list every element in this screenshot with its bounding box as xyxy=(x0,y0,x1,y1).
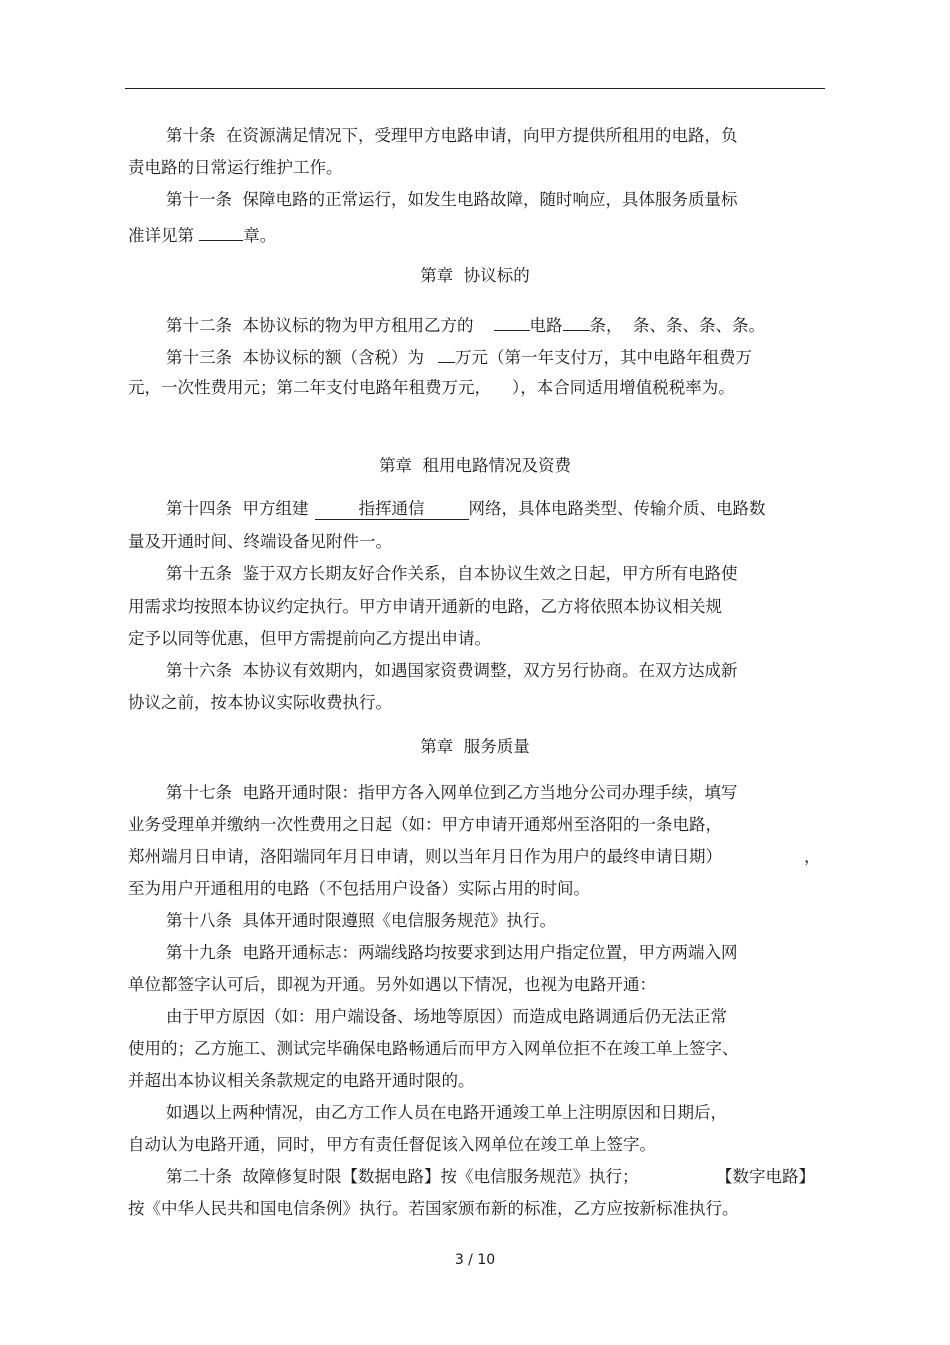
art19-line2: 单位都签字认可后，即视为开通。另外如遇以下情况，也视为电路开通： xyxy=(128,975,656,994)
art12-text-a: 第十二条 本协议标的物为甲方租用乙方的 xyxy=(166,316,474,335)
art17-line2: 业务受理单并缴纳一次性费用之日起（如：甲方申请开通郑州至洛阳的一条电路， xyxy=(128,815,722,834)
blank-chapter-number xyxy=(199,222,243,241)
art19-line1: 第十九条 电路开通标志：两端线路均按要求到达用户指定位置，甲方两端入网 xyxy=(166,943,738,962)
art14-text-a: 第十四条 甲方组建 xyxy=(166,499,309,518)
art13-text-a: 第十三条 本协议标的额（含税）为 xyxy=(166,348,424,367)
art10-line1: 第十条 在资源满足情况下，受理甲方电路申请，向甲方提供所租用的电路，负 xyxy=(166,126,738,145)
art14-text-c: 网络，具体电路类型、传输介质、电路数 xyxy=(468,499,766,518)
art11-line2-start: 准详见第 xyxy=(128,226,194,245)
art16-line2: 协议之前，按本协议实际收费执行。 xyxy=(128,693,392,712)
art12-text-c: 条， 条、条、条、条。 xyxy=(589,316,765,335)
chapter-heading-quality: 第章 服务质量 xyxy=(420,737,530,756)
art15-line1: 第十五条 鉴于双方长期友好合作关系，自本协议生效之日起，甲方所有电路使 xyxy=(166,564,738,583)
art13-line1 xyxy=(166,344,752,369)
art19-para1-line2: 使用的；乙方施工、测试完毕确保电路畅通后而甲方入网单位拒不在竣工单上签字、 xyxy=(128,1039,739,1058)
chapter-heading-lease: 第章 租用电路情况及资费 xyxy=(379,456,571,475)
art11-line1: 第十一条 保障电路的正常运行，如发生电路故障，随时响应，具体服务质量标 xyxy=(166,190,738,209)
blank-amount xyxy=(438,344,455,363)
art11-line2-end: 章。 xyxy=(243,226,277,245)
header-rule xyxy=(125,88,825,89)
art19-para1-line3: 并超出本协议相关条款规定的电路开通时限的。 xyxy=(128,1071,475,1090)
art10-line2: 责电路的日常运行维护工作。 xyxy=(128,158,343,177)
art12-text-b: 电路 xyxy=(529,316,563,335)
art12-line1 xyxy=(166,312,765,337)
art14-network-name: 指挥通信 xyxy=(315,499,469,520)
art20-line2: 按《中华人民共和国电信条例》执行。若国家颁布新的标准，乙方应按新标准执行。 xyxy=(128,1199,739,1218)
art13-line2: 元，一次性费用元；第二年支付电路年租费万元， ），本合同适用增值税税率为。 xyxy=(128,378,735,397)
art20-line1-digital: 【数字电路】 xyxy=(716,1167,815,1186)
blank-circuit-count xyxy=(563,312,590,331)
art17-line1: 第十七条 电路开通时限：指甲方各入网单位到乙方当地分公司办理手续，填写 xyxy=(166,783,738,802)
art15-line2: 用需求均按照本协议约定执行。甲方申请开通新的电路，乙方将依照本协议相关规 xyxy=(128,597,722,616)
art16-line1: 第十六条 本协议有效期内，如遇国家资费调整，双方另行协商。在双方达成新 xyxy=(166,661,738,680)
blank-circuit-type xyxy=(494,312,530,331)
art17-line3-comma: ， xyxy=(804,847,821,866)
art17-line3: 郑州端月日申请，洛阳端同年月日申请，则以当年月日作为用户的最终申请日期） xyxy=(128,847,722,866)
chapter-heading-subject: 第章 协议标的 xyxy=(420,266,530,285)
art20-line1: 第二十条 故障修复时限【数据电路】按《电信服务规范》执行； xyxy=(166,1167,639,1186)
art14-line2: 量及开通时间、终端设备见附件一。 xyxy=(128,532,392,551)
art11-line2 xyxy=(128,222,276,247)
art14-line1 xyxy=(166,498,766,520)
page-number: 3 / 10 xyxy=(454,1252,496,1268)
art15-line3: 定予以同等优惠，但甲方需提前向乙方提出申请。 xyxy=(128,629,491,648)
art19-para2-line2: 自动认为电路开通，同时，甲方有责任督促该入网单位在竣工单上签字。 xyxy=(128,1135,656,1154)
art19-para2-line1: 如遇以上两种情况，由乙方工作人员在电路开通竣工单上注明原因和日期后， xyxy=(166,1103,727,1122)
art18-line1: 第十八条 具体开通时限遵照《电信服务规范》执行。 xyxy=(166,911,556,930)
art17-line4: 至为用户开通租用的电路（不包括用户设备）实际占用的时间。 xyxy=(128,879,590,898)
art13-text-b: 万元（第一年支付万，其中电路年租费万 xyxy=(455,348,752,367)
art19-para1-line1: 由于甲方原因（如：用户端设备、场地等原因）而造成电路调通后仍无法正常 xyxy=(166,1007,727,1026)
